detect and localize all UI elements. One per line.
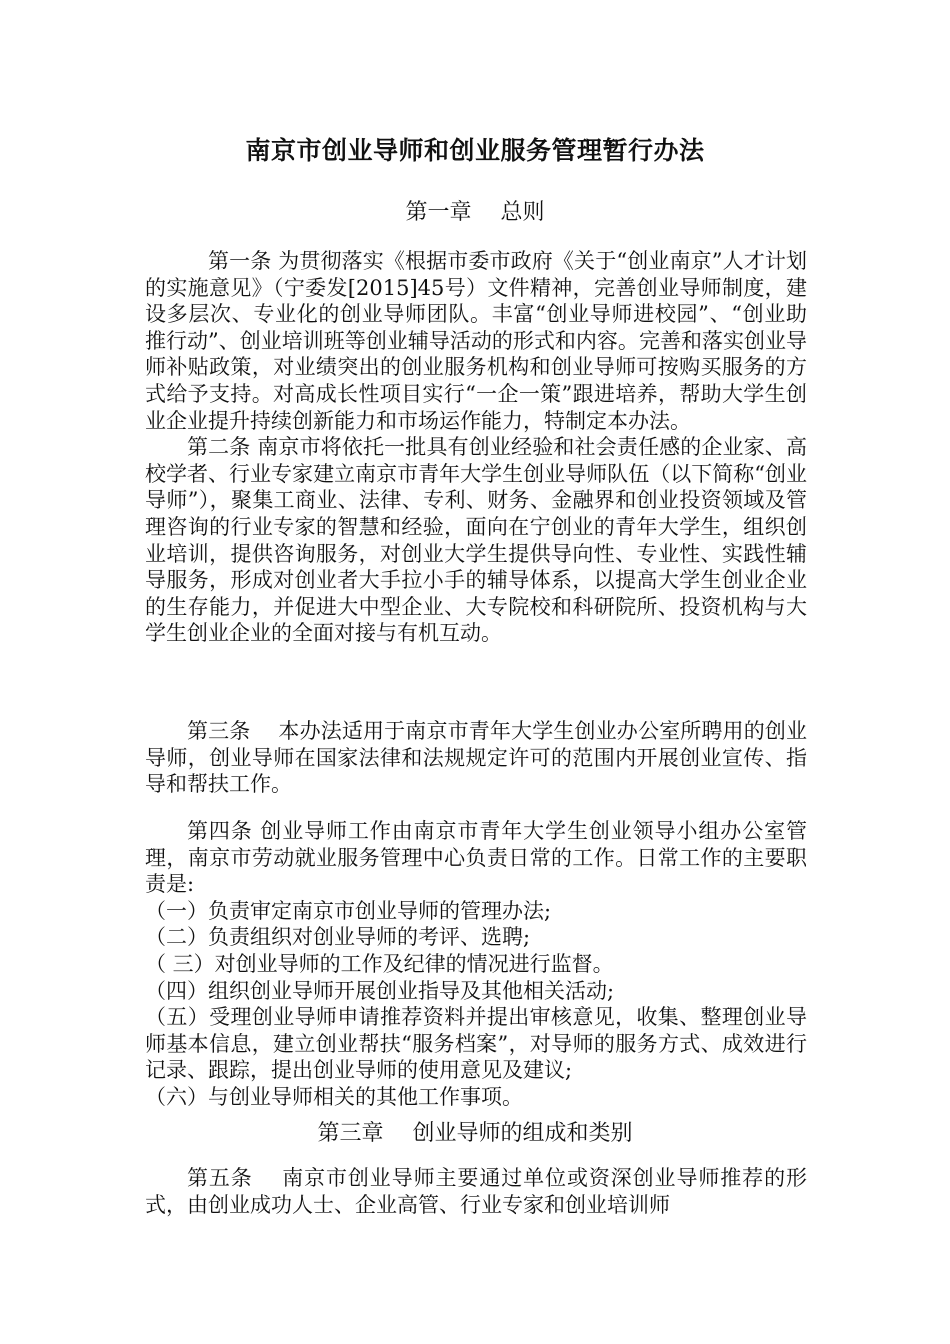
- duty-item: （ 三）对创业导师的工作及纪律的情况进行监督。: [145, 951, 614, 976]
- chapter-heading-3: 第三章 创业导师的组成和类别: [317, 1121, 633, 1146]
- articles-block-4: [145, 1165, 807, 1218]
- articles-block-1: [145, 248, 807, 647]
- duty-item: （六）与创业导师相关的其他工作事项。: [145, 1084, 523, 1109]
- document-title: 南京市创业导师和创业服务管理暂行办法: [245, 136, 705, 165]
- article-4: 第四条 创业导师工作由南京市青年大学生创业领导小组办公室管理，南京市劳动就业服务管理中心负责日常的工作。日常工作的主要职责是:: [145, 819, 807, 897]
- duty-item: （五）受理创业导师申请推荐资料并提出审核意见，收集、整理创业导师基本信息，建立创业帮扶“服务档案”，对导师的服务方式、成效进行记录、跟踪，提出创业导师的使用意见及建议;: [145, 1005, 807, 1083]
- article-1: 第一条 为贯彻落实《根据市委市政府《关于“创业南京”人才计划的实施意见》（宁委发[2015]45号）文件精神，完善创业导师制度，建设多层次、专业化的创业导师团队。丰富“创业导师进校园”、“创业助推行动”、创业培训班等创业辅导活动的形式和内容。完善和落实创业导师补贴政策，对业绩突出的创业服务机构和创业导师可按购买服务的方式给予支持。对高成长性项目实行“一企一策”跟进培养，帮助大学生创业企业提升持续创新能力和市场运作能力，特制定本办法。: [145, 249, 807, 433]
- article-3: 第三条 本办法适用于南京市青年大学生创业办公室所聘用的创业导师，创业导师在国家法律和法规规定许可的范围内开展创业宣传、指导和帮扶工作。: [145, 719, 807, 797]
- duty-item: （一）负责审定南京市创业导师的管理办法;: [145, 898, 552, 923]
- articles-block-3: [145, 818, 807, 1111]
- duty-item: （二）负责组织对创业导师的考评、选聘;: [145, 925, 531, 950]
- chapter-heading-1: 第一章 总则: [405, 200, 545, 225]
- duty-item: （四）组织创业导师开展创业指导及其他相关活动;: [145, 978, 615, 1003]
- articles-block-2: [145, 718, 807, 798]
- article-5: 第五条 南京市创业导师主要通过单位或资深创业导师推荐的形式，由创业成功人士、企业高管、行业专家和创业培训师: [145, 1166, 807, 1217]
- article-2: 第二条 南京市将依托一批具有创业经验和社会责任感的企业家、高校学者、行业专家建立南京市青年大学生创业导师队伍（以下简称“创业导师”），聚集工商业、法律、专利、财务、金融界和创业投资领域及管理咨询的行业专家的智慧和经验，面向在宁创业的青年大学生，组织创业培训，提供咨询服务，对创业大学生提供导向性、专业性、实践性辅导服务，形成对创业者大手拉小手的辅导体系，以提高大学生创业企业的生存能力，并促进大中型企业、大专院校和科研院所、投资机构与大学生创业企业的全面对接与有机互动。: [145, 435, 807, 646]
